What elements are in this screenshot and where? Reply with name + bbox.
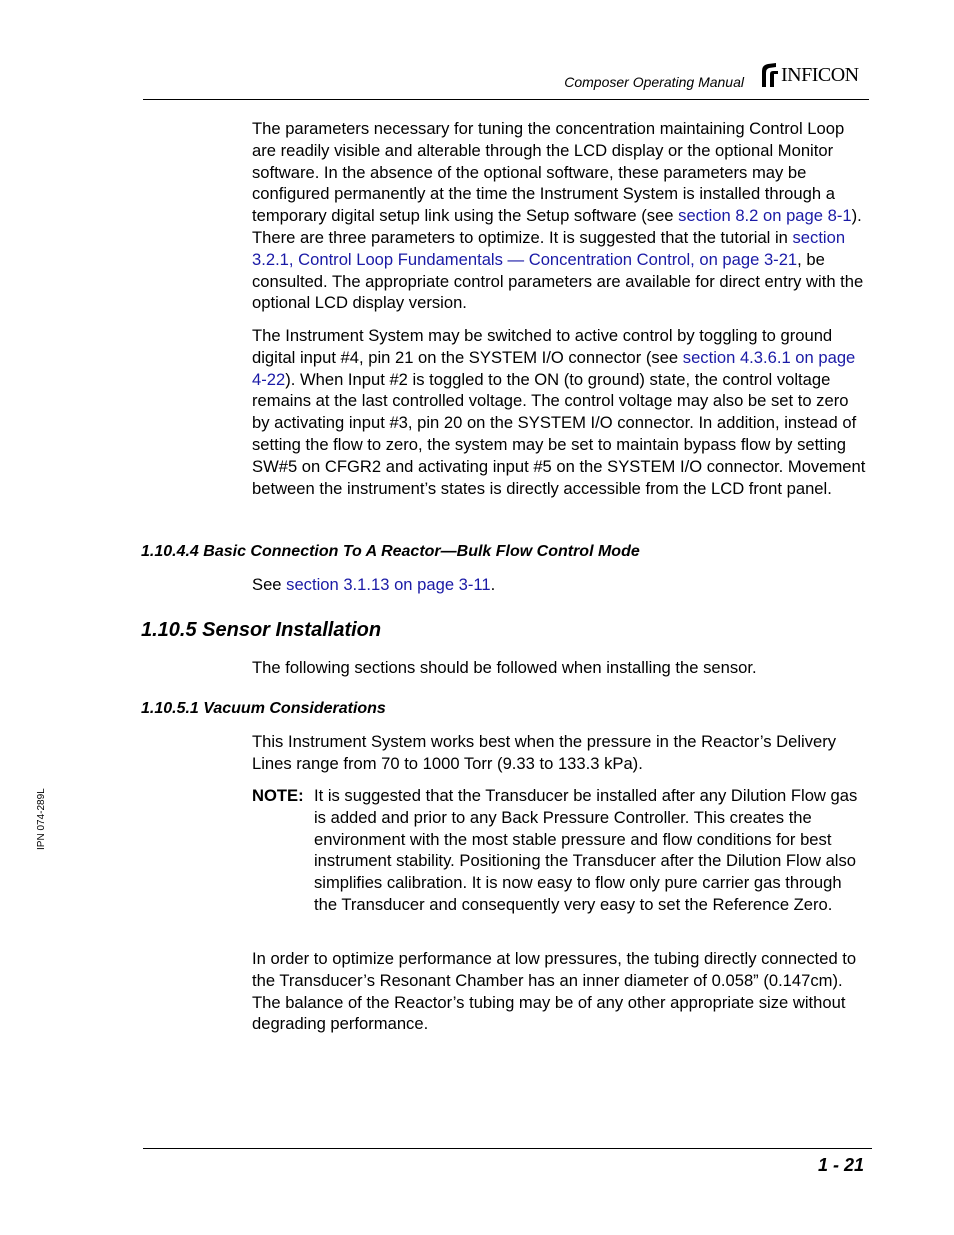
page-number: 1 - 21 (817, 1155, 864, 1175)
note-block (252, 785, 868, 916)
link-section-8-2[interactable]: section 8.2 on page 8-1 (678, 206, 852, 226)
paragraph-see-section: See section 3.1.13 on page 3-11. (252, 575, 496, 594)
heading-1-10-5-1: 1.10.5.1 Vacuum Considerations (141, 700, 386, 717)
heading-1-10-5: 1.10.5 Sensor Installation (141, 619, 382, 641)
paragraph-active-control: The Instrument System may be switched to active control by toggling to ground digital input #4, pin 21 on the SYSTEM I/O connector (see section 4.3.6.1 on page 4-22). When Input #2 is toggled to the ON (to ground) state, the control voltage remains at the last controlled voltage. The control voltage may also be set to zero by activating input #3, pin 20 on the SYSTEM I/O connector. In addition, instead of setting the flow to zero, the system may be set to maintain bypass flow by setting SW#5 on CFGR2 and activating input #5 on the SYSTEM I/O connector. Movement between the instrument’s states is directly accessible from the LCD front panel. (252, 326, 866, 498)
paragraph-tubing: In order to optimize performance at low pressures, the tubing directly connected to the Transducer’s Resonant Chamber has an inner diameter of 0.058” (0.147cm). The balance of the Reactor’s tubing may be of any other appropriate size without degrading performance. (252, 949, 857, 1034)
brand-name: INFICON (781, 63, 859, 86)
note-label: NOTE: (252, 786, 304, 805)
header-rule (143, 99, 869, 100)
link-section-4-3-6-1[interactable]: section 4.3.6.1 on page 4-22 (252, 347, 856, 389)
ipn-side-label: IPN 074-289L (36, 788, 47, 850)
paragraph-control-loop: The parameters necessary for tuning the concentration maintaining Control Loop are readily visible and alterable through the LCD display or the optional Monitor software. In the absence of the optional software, these parameters may be configured permanently at the time the Instrument System is installed through a temporary digital setup link using the Setup software (see section 8.2 on page 8-1). There are three parameters to optimize. It is suggested that the tutorial in section 3.2.1, Control Loop Fundamentals — Concentration Control, on page 3-21, be consulted. The appropriate control parameters are available for direct entry with the optional LCD display version. (252, 119, 864, 313)
paragraph-pressure-range: This Instrument System works best when the pressure in the Reactor’s Delivery Lines range from 70 to 1000 Torr (9.33 to 133.3 kPa). (252, 732, 837, 773)
note-text: It is suggested that the Transducer be installed after any Dilution Flow gas is added and prior to any Back Pressure Controller. This creates the environment with the most stable pressure and flow conditions for best instrument stability. Positioning the Transducer after the Dilution Flow also simplifies calibration. It is now easy to flow only pure carrier gas through the Transducer and consequently very easy to set the Reference Zero. (314, 786, 858, 914)
heading-1-10-4-4: 1.10.4.4 Basic Connection To A Reactor—Bulk Flow Control Mode (141, 543, 640, 560)
link-section-3-1-13[interactable]: section 3.1.13 on page 3-11 (286, 575, 491, 594)
brand-logo (758, 60, 873, 90)
manual-title: Composer Operating Manual (564, 74, 744, 90)
paragraph-sensor-intro: The following sections should be followed when installing the sensor. (252, 658, 757, 677)
footer-rule (143, 1148, 872, 1149)
link-section-3-2-1[interactable]: section 3.2.1, Control Loop Fundamentals — Concentration Control, on page 3-21 (252, 227, 846, 269)
inficon-mark-icon (758, 61, 780, 89)
